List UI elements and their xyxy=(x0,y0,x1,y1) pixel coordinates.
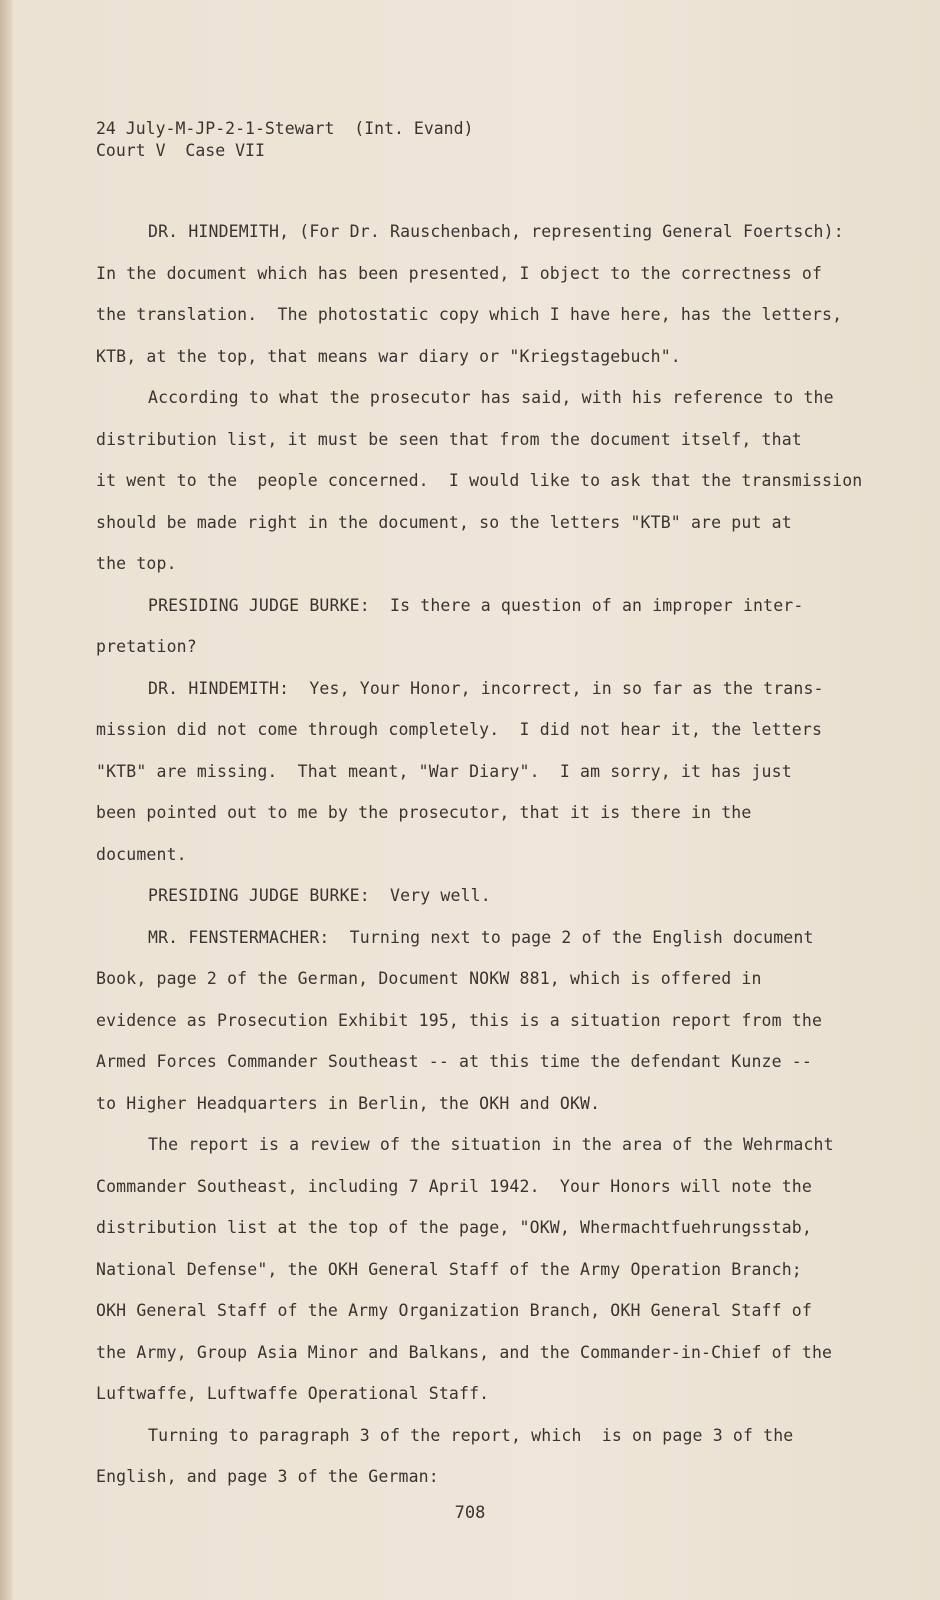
transcript-line: KTB, at the top, that means war diary or "Kriegstagebuch". xyxy=(96,346,681,366)
transcript-line: PRESIDING JUDGE BURKE: Is there a question of an improper inter- xyxy=(148,595,804,615)
transcript-line: Armed Forces Commander Southeast -- at this time the defendant Kunze -- xyxy=(96,1052,812,1071)
transcript-line: been pointed out to me by the prosecutor, that it is there in the xyxy=(96,803,752,822)
transcript-line: DR. HINDEMITH, (For Dr. Rauschenbach, representing General Foertsch): xyxy=(148,222,844,241)
header-line-2: Court V Case VII xyxy=(96,141,265,160)
transcript-line: it went to the people concerned. I would like to ask that the transmission xyxy=(96,471,863,490)
transcript-line: Turning to paragraph 3 of the report, which is on page 3 of the xyxy=(148,1425,794,1445)
transcript-line: Commander Southeast, including 7 April 1942. Your Honors will note the xyxy=(96,1176,812,1196)
transcript-line: DR. HINDEMITH: Yes, Your Honor, incorrect, in so far as the trans- xyxy=(148,678,824,698)
transcript-line: the translation. The photostatic copy which I have here, has the letters, xyxy=(96,305,843,324)
transcript-line: evidence as Prosecution Exhibit 195, this is a situation report from the xyxy=(96,1010,823,1030)
transcript-line: MR. FENSTERMACHER: Turning next to page 2 of the English document xyxy=(148,927,814,947)
transcript-line: Book, page 2 of the German, Document NOKW 881, which is offered in xyxy=(96,969,762,988)
transcript-line: distribution list, it must be seen that from the document itself, that xyxy=(96,429,802,449)
transcript-line: distribution list at the top of the page, "OKW, Whermachtfuehrungsstab, xyxy=(96,1218,812,1237)
transcript-line: Luftwaffe, Luftwaffe Operational Staff. xyxy=(96,1384,490,1403)
transcript-line: the Army, Group Asia Minor and Balkans, and the Commander-in-Chief of the xyxy=(96,1342,833,1362)
transcript-line: "KTB" are missing. That meant, "War Diary". I am sorry, it has just xyxy=(96,761,792,781)
transcript-line: to Higher Headquarters in Berlin, the OKH and OKW. xyxy=(96,1093,601,1113)
transcript-line: OKH General Staff of the Army Organization Branch, OKH General Staff of xyxy=(96,1301,812,1320)
transcript-line: pretation? xyxy=(96,637,197,656)
transcript-line: PRESIDING JUDGE BURKE: Very well. xyxy=(148,886,491,905)
transcript-line: the top. xyxy=(96,554,177,573)
transcript-line: mission did not come through completely. I did not hear it, the letters xyxy=(96,720,823,739)
transcript-line: English, and page 3 of the German: xyxy=(96,1467,439,1486)
transcript-line: The report is a review of the situation in the area of the Wehrmacht xyxy=(148,1135,834,1154)
transcript-line: In the document which has been presented, I object to the correctness of xyxy=(96,263,823,283)
header-line-1: 24 July-M-JP-2-1-Stewart (Int. Evand) xyxy=(96,119,474,138)
transcript-line: document. xyxy=(96,844,187,864)
transcript-line: According to what the prosecutor has said, with his reference to the xyxy=(148,388,834,407)
transcript-body xyxy=(96,222,896,1509)
transcript-line: should be made right in the document, so the letters "KTB" are put at xyxy=(96,512,792,532)
page-edge xyxy=(0,0,12,1600)
page-number: 708 xyxy=(454,1503,486,1523)
transcript-line: National Defense", the OKH General Staff of the Army Operation Branch; xyxy=(96,1259,802,1279)
document-header xyxy=(96,118,474,162)
